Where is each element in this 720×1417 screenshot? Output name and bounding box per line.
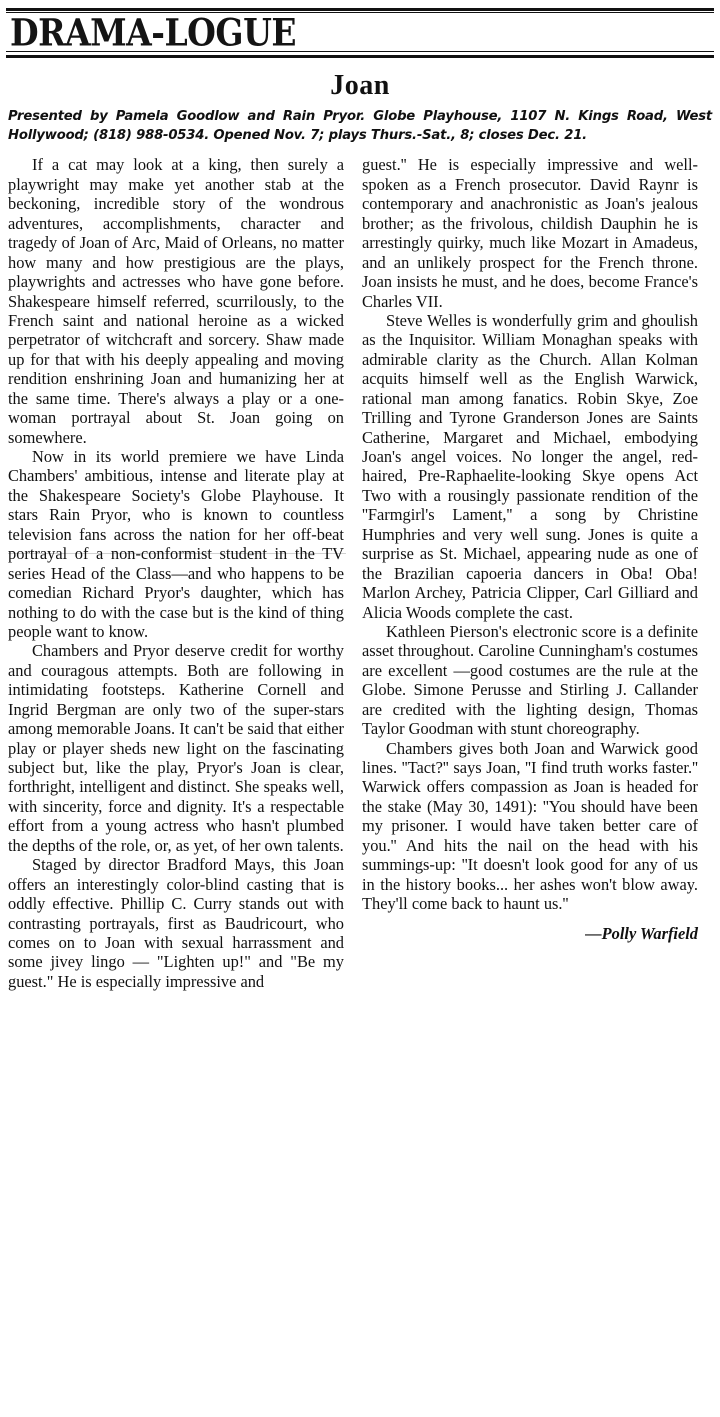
page-title: Joan bbox=[330, 70, 390, 101]
masthead-inner bbox=[6, 12, 714, 52]
paragraph: If a cat may look at a king, then surely a playwright may make yet another stab at the beckoning, incredible story of the wondrous adventures, accomplishments, character and tragedy of Joan of Arc, Maid of Orleans, no matter how many and how prestigious are the plays, playwrights and actresses who have gone before. Shakespeare himself referred, scurrilously, to the French saint and national heroine as a wicked perpetrator of witchcraft and sorcery. Shaw made up for that with his deeply appealing and moving rendition enshrining Joan and humanizing her at the same time. There's always a play or a one-woman portrayal about St. Joan going on somewhere. bbox=[8, 155, 344, 447]
scan-artifact-line bbox=[8, 553, 346, 554]
masthead bbox=[6, 8, 714, 58]
paragraph: Steve Welles is wonderfully grim and ghoulish as the Inquisitor. William Monaghan speaks with admirable clarity as the Church. Allan Kolman acquits himself well as the English Warwick, rational man among fanatics. Robin Skye, Zoe Trilling and Tyrone Granderson Jones are Saints Catherine, Margaret and Michael, embodying Joan's angel voices. No longer the angel, red-haired, Pre-Raphaelite-looking Skye opens Act Two with a rousingly passionate rendition of the ''Farmgirl's Lament,'' a song by Christine Humphries and very well sung. Jones is quite a surprise as St. Michael, appearing nude as one of the Brazilian capoeria dancers in Oba! Oba! Marlon Archey, Patricia Clipper, Carl Gilliard and Alicia Woods complete the cast. bbox=[362, 310, 698, 622]
paragraph: Kathleen Pierson's electronic score is a definite asset throughout. Caroline Cunningham's costumes are excellent —good costumes are the rule at the Globe. Simone Perusse and Stirling J. Callander are credited with the lighting design, Thomas Taylor Goodman with stunt choreography. bbox=[362, 621, 698, 739]
paragraph: guest.'' He is especially impressive and well-spoken as a French prosecutor. David Raynr is contemporary and anachronistic as Joan's jealous brother; as the frivolous, childish Dauphin he is arrestingly quirky, much like Mozart in Amadeus, and an unlikely prospect for the French throne. Joan insists he must, and he does, become France's Charles VII. bbox=[362, 155, 698, 311]
newspaper-page bbox=[0, 8, 720, 1417]
paragraph: Chambers and Pryor deserve credit for worthy and couragous attempts. Both are following in intimidating footsteps. Katherine Cornell and Ingrid Bergman are only two of the super-stars among memorable Joans. It can't be said that either play or player sheds new light on the fascinating subject but, like the play, Pryor's Joan is clear, forthright, intelligent and distinct. She speaks well, with sincerity, force and dignity. It's a respectable effort from a young actress who hasn't plumbed the depths of the role, or, as yet, of her own talents. bbox=[8, 641, 344, 855]
right-column bbox=[362, 155, 698, 943]
article-body bbox=[8, 155, 712, 991]
byline: —Polly Warfield bbox=[585, 923, 698, 943]
left-column bbox=[8, 155, 344, 991]
paragraph: Now in its world premiere we have Linda Chambers' ambitious, intense and literate play at the Shakespeare Society's Globe Playhouse. It stars Rain Pryor, who is known to countless television fans across the nation for her off-beat portrayal of a non-conformist student in the TV series Head of the Class—and who happens to be comedian Richard Pryor's daughter, which has nothing to do with the case but is the kind of thing people want to know. bbox=[8, 447, 344, 641]
production-credits: Presented by Pamela Goodlow and Rain Pryor. Globe Playhouse, 1107 N. Kings Road, West Hollywood; (818) 988-0534. Opened Nov. 7; plays Thurs.-Sat., 8; closes Dec. 21. bbox=[8, 109, 712, 143]
publication-title: DRAMA-LOGUE bbox=[10, 10, 297, 54]
paragraph: Staged by director Bradford Mays, this Joan offers an interestingly color-blind casting that is oddly effective. Phillip C. Curry stands out with contrasting portrayals, first as Baudricourt, who comes on to Joan with sexual harrassment and some jivey lingo — "Lighten up!" and "Be my guest." He is especially impressive and bbox=[8, 855, 344, 991]
paragraph: Chambers gives both Joan and Warwick good lines. ''Tact?'' says Joan, ''I find truth works faster.'' Warwick offers compassion as Joan is headed for the stake (May 30, 1491): ''You should have been my prisoner. I would have taken better care of you.'' And hits the nail on the head with his summings-up: ''It doesn't look good for any of us in the history books... her ashes won't blow away. They'll come back to haunt us.'' bbox=[362, 738, 698, 914]
